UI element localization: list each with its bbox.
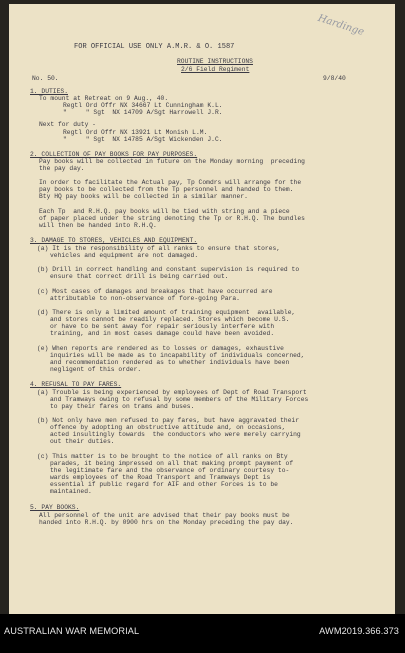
paragraph-line: Bty HQ pay books will be collected in a similar manner. (39, 193, 248, 200)
paragraph-line: All personnel of the unit are advised that their pay books must be (39, 512, 290, 519)
footer-bar (0, 614, 405, 653)
paragraph-line: To mount at Retreat on 9 Aug., 40. (39, 95, 169, 102)
paragraph-line: Regtl Ord Offr NX 13921 Lt Monish L.M. (63, 129, 208, 136)
paragraph-line: (b) Drill in correct handling and constant supervision is required to (37, 266, 300, 273)
section-1-heading: 1. DUTIES. (30, 88, 68, 95)
paragraph-line: and recommendation rendered as to whether individuals have been (50, 359, 290, 366)
paragraph-line: (c) This matter is to be brought to the notice of all ranks on Bty (37, 453, 288, 460)
paragraph-line: pay books to be collected from the Tp personnel and handed to them. (39, 186, 294, 193)
paragraph-line: Pay books will be collected in future on the Monday morning preceding (39, 158, 305, 165)
doc-number: No. 50. (32, 75, 59, 82)
paragraph-line: and Tramways owing to refusal by some members of the Military Forces (50, 396, 309, 403)
paragraph-line: offence by adopting an obstructive attitude and, on occasions, (50, 424, 286, 431)
paragraph-line: (d) There is only a limited amount of training equipment available, (37, 309, 296, 316)
paragraph-line: to pay their fares on trams and buses. (50, 403, 195, 410)
paragraph-line: (c) Most cases of damages and breakages that have occurred are (37, 288, 273, 295)
footer-accession-number: AWM2019.366.373 (319, 626, 399, 636)
section-4-heading: 4. REFUSAL TO PAY FARES. (30, 381, 122, 388)
doc-date: 9/8/40 (323, 75, 346, 82)
paragraph-line: " " Sgt NX 14709 A/Sgt Harrowell J.R. (63, 109, 223, 116)
paragraph-line: maintained. (50, 488, 92, 495)
paragraph-line: vehicles and equipment are not damaged. (50, 252, 199, 259)
paragraph-line: the legitimate fare and the observance of ordinary courtesy to- (50, 467, 290, 474)
paragraph-line: inquiries will be made as to incapability of individuals concerned, (50, 352, 305, 359)
paragraph-line: wards employees of the Road Transport and Tramways Dept is (50, 474, 271, 481)
paragraph-line: Regtl Ord Offr NX 34667 Lt Cunningham K.L. (63, 102, 223, 109)
paragraph-line: negligent of this order. (50, 366, 142, 373)
paragraph-line: of paper placed under the string denoting the Tp or R.H.Q. The bundles (39, 215, 305, 222)
paragraph-line: Each Tp and R.H.Q. pay books will be tied with string and a piece (39, 208, 290, 215)
paragraph-line: the pay day. (39, 165, 85, 172)
footer-institution: AUSTRALIAN WAR MEMORIAL (4, 626, 140, 636)
handwritten-signature: Hardinge (316, 12, 366, 39)
paragraph-line: Next for duty - (39, 121, 96, 128)
doc-title: ROUTINE INSTRUCTIONS (177, 58, 253, 65)
paragraph-line: training, and in most cases damage could have been avoided. (50, 330, 275, 337)
paragraph-line: acted insultingly towards the conductors who were merely carrying (50, 431, 301, 438)
paragraph-line: In order to facilitate the Actual pay, Tp Comdrs will arrange for the (39, 179, 302, 186)
paragraph-line: out their duties. (50, 438, 115, 445)
header-line: FOR OFFICIAL USE ONLY A.M.R. & O. 1587 (74, 43, 235, 51)
paragraph-line: (e) When reports are rendered as to losses or damages, exhaustive (37, 345, 284, 352)
section-3-heading: 3. DAMAGE TO STORES, VEHICLES AND EQUIPMENT. (30, 237, 198, 244)
paragraph-line: essential if public regard for AIF and other Forces is to be (50, 481, 278, 488)
document-page (9, 4, 395, 614)
paragraph-line: or have to be sent away for repair seriously interfere with (50, 323, 275, 330)
section-5-heading: 5. PAY BOOKS. (30, 504, 80, 511)
paragraph-line: will then be handed into R.H.Q. (39, 222, 157, 229)
paragraph-line: handed into R.H.Q. by 0900 hrs on the Monday preceding the pay day. (39, 519, 294, 526)
section-2-heading: 2. COLLECTION OF PAY BOOKS FOR PAY PURPOSES. (30, 151, 198, 158)
paragraph-line: (b) Not only have men refused to pay fares, but have aggravated their (37, 417, 300, 424)
doc-subtitle: 2/6 Field Regiment (181, 66, 250, 73)
paragraph-line: " " Sgt NX 14785 A/Sgt Wickenden J.C. (63, 136, 223, 143)
paragraph-line: attributable to non-observance of fore-going Para. (50, 295, 240, 302)
paragraph-line: parades, it being impressed on all that making prompt payment of (50, 460, 294, 467)
paragraph-line: and stores cannot be readily replaced. Stores which become U.S. (50, 316, 290, 323)
paragraph-line: (a) Trouble is being experienced by employees of Dept of Road Transport (37, 389, 307, 396)
paragraph-line: (a) It is the responsibility of all ranks to ensure that stores, (37, 245, 281, 252)
paragraph-line: ensure that correct drill is being carried out. (50, 273, 229, 280)
